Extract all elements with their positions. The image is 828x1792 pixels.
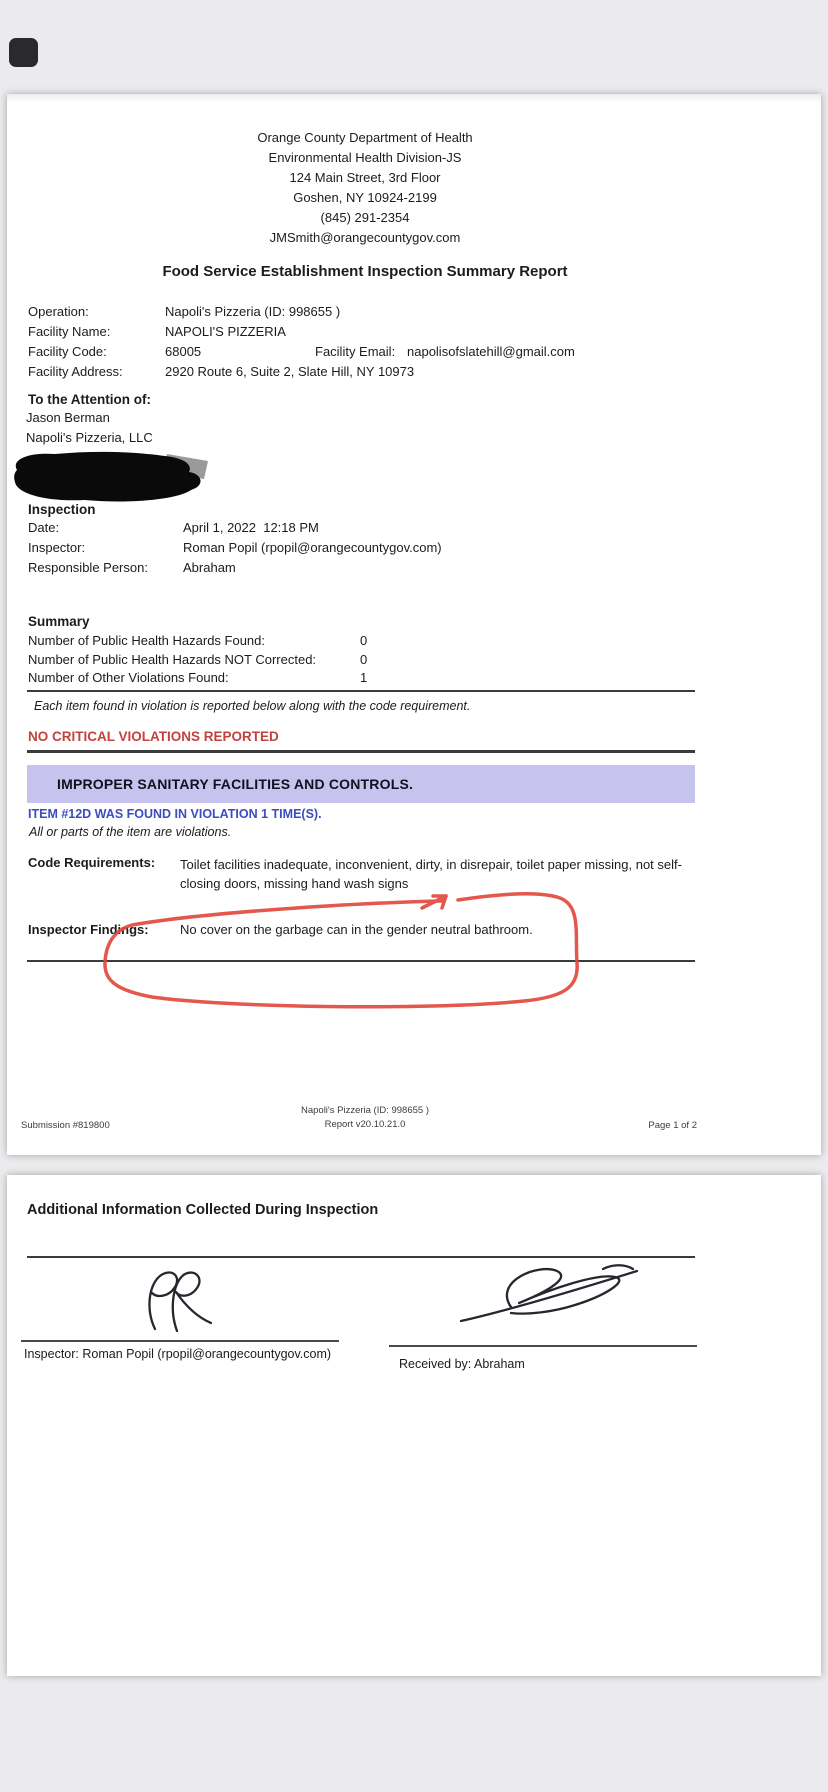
agency-phone: (845) 291-2354	[320, 210, 410, 225]
inspector-findings-label: Inspector Findings:	[28, 922, 149, 937]
app-icon[interactable]	[9, 38, 38, 67]
red-circle-annotation	[92, 884, 597, 1014]
facility-code-value: 68005	[165, 344, 202, 359]
agency-city: Goshen, NY 10924-2199	[293, 190, 437, 205]
agency-division: Environmental Health Division-JS	[268, 150, 462, 165]
facility-email-value: napolisofslatehill@gmail.com	[407, 344, 575, 359]
violation-note: Each item found in violation is reported below along with the code requirement.	[34, 699, 471, 713]
received-signature-label: Received by: Abraham	[399, 1357, 525, 1371]
inspection-inspector-label: Inspector:	[28, 540, 86, 555]
inspector-signature-label: Inspector: Roman Popil (rpopil@orangecountygov.com)	[24, 1347, 332, 1361]
facility-address-label: Facility Address:	[28, 364, 123, 379]
inspection-responsible-label: Responsible Person:	[28, 560, 148, 575]
agency-header	[15, 128, 715, 248]
footer-page-number: Page 1 of 2	[648, 1120, 697, 1131]
inspection-responsible-value: Abraham	[183, 560, 236, 575]
violation-category-text: IMPROPER SANITARY FACILITIES AND CONTROLS.	[57, 776, 414, 792]
hazards-not-corrected-value: 0	[360, 652, 368, 667]
summary-divider	[27, 690, 695, 692]
code-requirements-text: Toilet facilities inadequate, inconvenient, dirty, in disrepair, toilet paper missing, not self-closing doors, missing hand wash signs	[180, 857, 682, 891]
agency-email: JMSmith@orangecountygov.com	[269, 230, 461, 245]
report-title: Food Service Establishment Inspection Summary Report	[162, 263, 568, 280]
footer-submission: Submission #819800	[21, 1120, 110, 1131]
agency-street: 124 Main Street, 3rd Floor	[289, 170, 441, 185]
other-violations-label: Number of Other Violations Found:	[28, 670, 229, 685]
code-requirements-label: Code Requirements:	[28, 855, 156, 870]
violation-category-band	[27, 765, 695, 803]
hazards-found-value: 0	[360, 633, 368, 648]
facility-name-label: Facility Name:	[28, 324, 111, 339]
facility-email-label: Facility Email:	[315, 344, 396, 359]
violation-item-line: ITEM #12D WAS FOUND IN VIOLATION 1 TIME(S).	[28, 807, 322, 821]
facility-code-label: Facility Code:	[28, 344, 107, 359]
hazards-found-label: Number of Public Health Hazards Found:	[28, 633, 266, 648]
inspection-heading: Inspection	[28, 502, 96, 517]
attention-person: Jason Berman	[26, 410, 110, 425]
facility-name-value: NAPOLI'S PIZZERIA	[165, 324, 286, 339]
facility-address-value: 2920 Route 6, Suite 2, Slate Hill, NY 10973	[165, 364, 415, 379]
other-violations-value: 1	[360, 670, 368, 685]
violation-item-note: All or parts of the item are violations.	[29, 825, 232, 839]
inspection-inspector-value: Roman Popil (rpopil@orangecountygov.com)	[183, 540, 442, 555]
inspector-signature-line	[21, 1340, 339, 1342]
no-critical-violations-text: NO CRITICAL VIOLATIONS REPORTED	[28, 729, 279, 744]
attention-company: Napoli's Pizzeria, LLC	[26, 430, 153, 445]
inspector-findings-text: No cover on the garbage can in the gender neutral bathroom.	[180, 922, 533, 937]
attention-heading: To the Attention of:	[28, 392, 151, 407]
agency-name: Orange County Department of Health	[257, 130, 473, 145]
footer-facility: Napoli's Pizzeria (ID: 998655 )	[300, 1105, 429, 1116]
operation-value: Napoli's Pizzeria (ID: 998655 )	[165, 304, 341, 319]
redaction-scribble	[7, 448, 219, 508]
inspection-date-value: April 1, 2022 12:18 PM	[183, 520, 319, 535]
received-signature	[455, 1255, 645, 1345]
critical-divider	[27, 750, 695, 753]
received-signature-line	[389, 1345, 697, 1347]
operation-label: Operation:	[28, 304, 89, 319]
inspection-date-label: Date:	[28, 520, 60, 535]
additional-info-heading: Additional Information Collected During Inspection	[27, 1202, 379, 1218]
hazards-not-corrected-label: Number of Public Health Hazards NOT Corrected:	[28, 652, 317, 667]
footer-report-version: Report v20.10.21.0	[324, 1119, 406, 1130]
inspector-signature	[135, 1267, 235, 1339]
report-page-1	[7, 94, 821, 1155]
summary-heading: Summary	[28, 614, 90, 629]
report-page-2	[7, 1175, 821, 1676]
